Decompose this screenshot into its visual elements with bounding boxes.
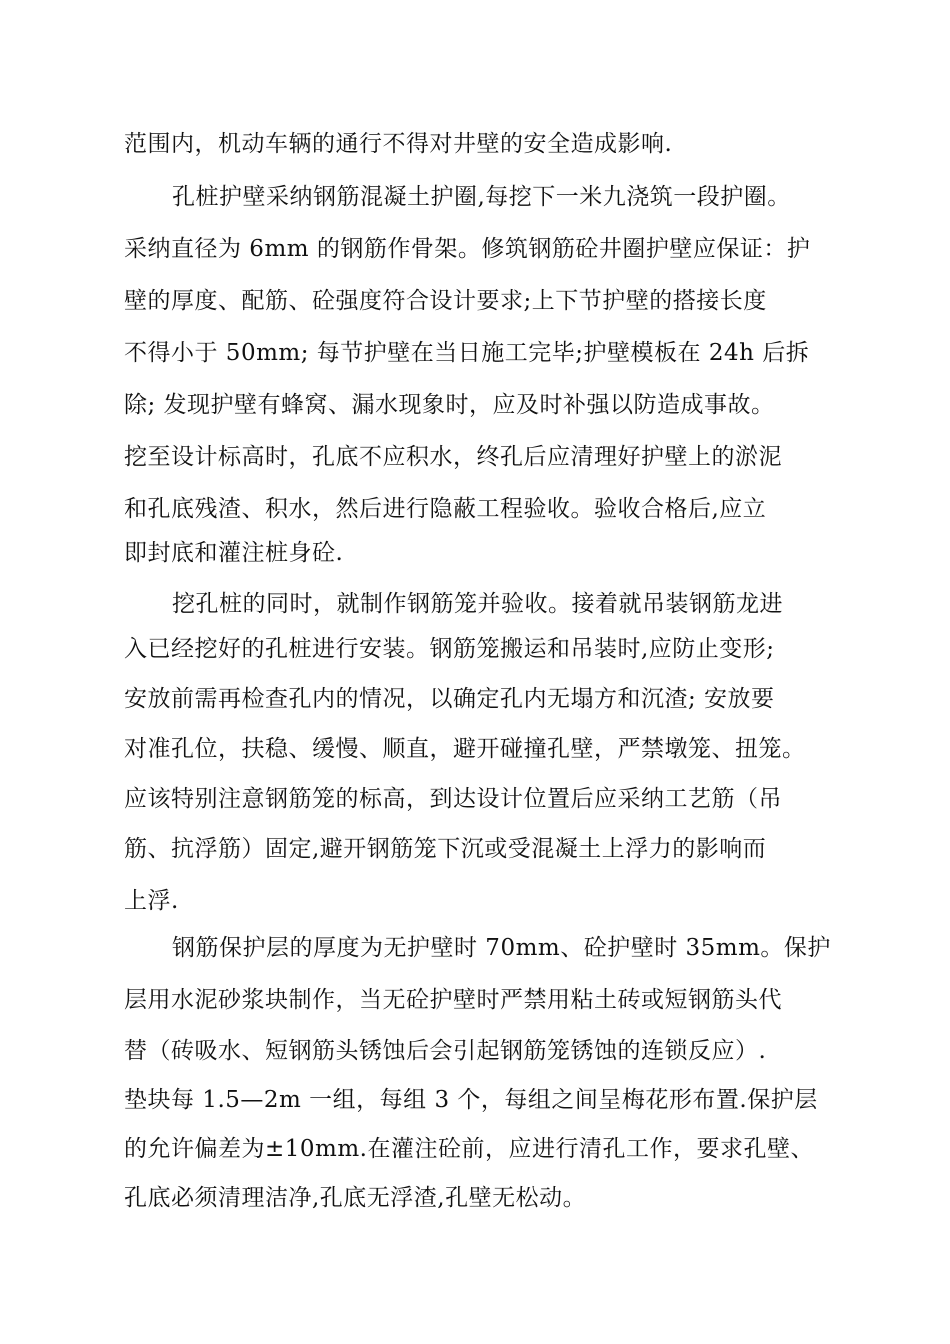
paragraph-start-line: 孔桩护壁采纳钢筋混凝土护圈,每挖下一米九浇筑一段护圈。	[172, 184, 791, 210]
text-line: 范围内，机动车辆的通行不得对井壁的安全造成影响.	[124, 131, 673, 157]
text-line: 层用水泥砂浆块制作，当无砼护壁时严禁用粘土砖或短钢筋头代	[124, 987, 782, 1013]
text-line: 孔底必须清理洁净,孔底无浮渣,孔壁无松动。	[124, 1185, 587, 1211]
text-line: 入已经挖好的孔桩进行安装。钢筋笼搬运和吊装时,应防止变形;	[124, 636, 775, 662]
text-line: 的允许偏差为±10mm.在灌注砼前，应进行清孔工作，要求孔壁、	[124, 1136, 814, 1162]
text-line: 挖至设计标高时，孔底不应积水，终孔后应清理好护壁上的淤泥	[124, 444, 782, 470]
text-line: 壁的厚度、配筋、砼强度符合设计要求;上下节护壁的搭接长度	[124, 288, 767, 314]
text-line: 替（砖吸水、短钢筋头锈蚀后会引起钢筋笼锈蚀的连锁反应）.	[124, 1038, 767, 1064]
paragraph-start-line: 钢筋保护层的厚度为无护壁时 70mm、砼护壁时 35mm。保护	[172, 935, 831, 961]
text-line: 筋、抗浮筋）固定,避开钢筋笼下沉或受混凝土上浮力的影响而	[124, 836, 767, 862]
text-line: 上浮.	[124, 888, 179, 914]
text-line: 应该特别注意钢筋笼的标高，到达设计位置后应采纳工艺筋（吊	[124, 786, 782, 812]
text-line: 不得小于 50mm; 每节护壁在当日施工完毕;护壁模板在 24h 后拆	[124, 340, 810, 366]
text-line: 和孔底残渣、积水，然后进行隐蔽工程验收。验收合格后,应立	[124, 496, 767, 522]
text-line: 采纳直径为 6mm 的钢筋作骨架。修筑钢筋砼井圈护壁应保证：护	[124, 236, 811, 262]
paragraph-start-line: 挖孔桩的同时，就制作钢筋笼并验收。接着就吊装钢筋龙进	[172, 591, 783, 617]
text-line: 垫块每 1.5—2m 一组，每组 3 个，每组之间呈梅花形布置.保护层	[124, 1087, 818, 1113]
text-line: 除; 发现护壁有蜂窝、漏水现象时，应及时补强以防造成事故。	[124, 392, 775, 418]
text-line: 安放前需再检查孔内的情况，以确定孔内无塌方和沉渣; 安放要	[124, 686, 775, 712]
text-line: 即封底和灌注桩身砼.	[124, 540, 344, 566]
text-line: 对准孔位，扶稳、缓慢、顺直，避开碰撞孔壁，严禁墩笼、扭笼。	[124, 736, 806, 762]
